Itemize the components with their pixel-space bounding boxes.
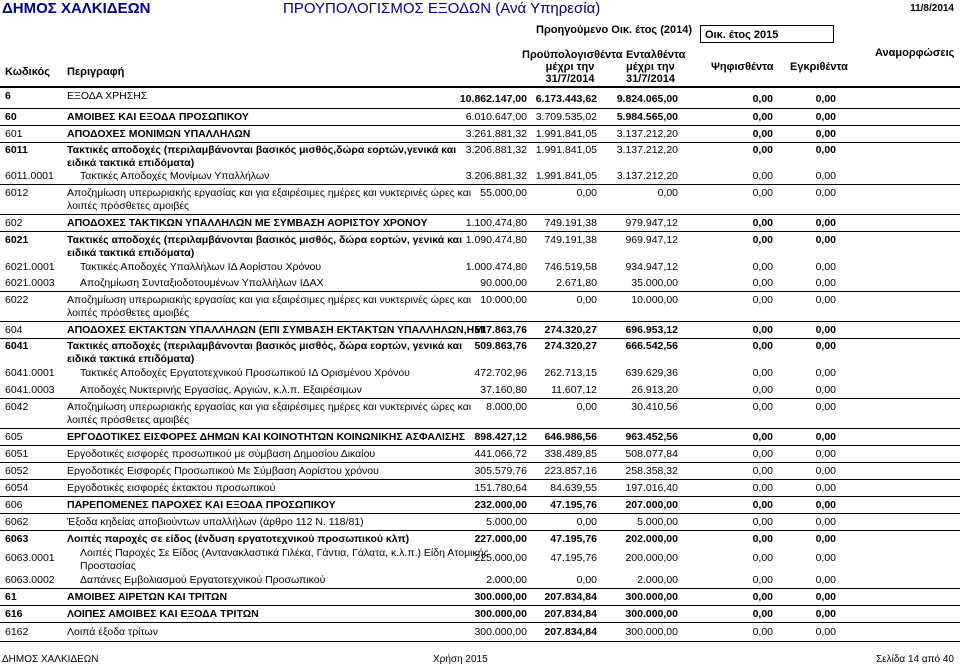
- col-approved: Εγκριθέντα: [790, 61, 848, 73]
- table-row: 6012 Αποζημίωση υπερωριακής εργασίας και για εξαιρέσιμες ημέρες και νυκτερινές ώρες και λοιπές πρόσθετες αμοιβές 55.000,00 0,00 0,00 0,00 0,00: [5, 187, 836, 212]
- table-row: 6051 Εργοδοτικές εισφορές προσωπικού με σύμβαση Δημοσίου Δικαίου 441.066,72 338.489,85 508.077,84 0,00 0,00: [5, 448, 836, 460]
- col-description: Περιγραφή: [67, 66, 125, 78]
- table-row: 6021.0001 Τακτικές Αποδοχές Υπαλλήλων ΙΔ Αορίστου Χρόνου 1.000.474,80 746.519,58 934.947,12 0,00 0,00: [5, 261, 836, 273]
- row-divider: [0, 445, 960, 446]
- row-divider: [0, 214, 960, 215]
- table-row: 6054 Εργοδοτικές εισφορές έκτακτου προσωπικού 151.780,64 84.639,55 197.016,40 0,00 0,00: [5, 482, 836, 494]
- row-divider: [0, 622, 960, 623]
- table-row: 60 ΑΜΟΙΒΕΣ ΚΑΙ ΕΞΟΔΑ ΠΡΟΣΩΠΙΚΟΥ 6.010.647,00 3.709.535,02 5.984.565,00 0,00 0,00: [5, 111, 836, 123]
- row-divider: [0, 291, 960, 292]
- table-row: 605 ΕΡΓΟΔΟΤΙΚΕΣ ΕΙΣΦΟΡΕΣ ΔΗΜΩΝ ΚΑΙ ΚΟΙΝΟΤΗΤΩΝ ΚΟΙΝΩΝΙΚΗΣ ΑΣΦΑΛΙΣΗΣ 898.427,12 646.986,56 963.452,56 0,00 0,00: [5, 431, 836, 443]
- row-divider: [0, 142, 960, 143]
- table-row: 602 ΑΠΟΔΟΧΕΣ ΤΑΚΤΙΚΩΝ ΥΠΑΛΛΗΛΩΝ ΜΕ ΣΥΜΒΑΣΗ ΑΟΡΙΣΤΟΥ ΧΡΟΝΟΥ 1.100.474,80 749.191,38 979.947,12 0,00 0,00: [5, 217, 836, 229]
- table-row: 6062 Έξοδα κηδείας αποβιούντων υπαλλήλων (άρθρο 112 Ν. 118/81) 5.000,00 0,00 5.000,00 0,00 0,00: [5, 516, 836, 528]
- col-code: Κωδικός: [5, 66, 50, 78]
- table-row: 6022 Αποζημίωση υπερωριακής εργασίας και για εξαιρέσιμες ημέρες και νυκτερινές ώρες και λοιπές πρόσθετες αμοιβές 10.000,00 0,00 10.000,00 0,00 0,00: [5, 294, 836, 319]
- row-divider: [0, 479, 960, 480]
- table-row: 6063 Λοιπές παροχές σε είδος (ένδυση εργατοτεχνικού προσωπικού κλπ) 227.000,00 47.195,76 202.000,00 0,00 0,00: [5, 533, 836, 545]
- organization-name: ΔΗΜΟΣ ΧΑΛΚΙΔΕΩΝ: [2, 0, 151, 17]
- table-row: 616 ΛΟΙΠΕΣ ΑΜΟΙΒΕΣ ΚΑΙ ΕΞΟΔΑ ΤΡΙΤΩΝ 300.000,00 207.834,84 300.000,00 0,00 0,00: [5, 608, 836, 620]
- current-year-label: Οικ. έτος 2015: [705, 29, 779, 41]
- table-row: 6052 Εργοδοτικές Εισφορές Προσωπικού Με Σύμβαση Αορίστου χρόνου 305.579,76 223.857,16 258.358,32 0,00 0,00: [5, 465, 836, 477]
- report-title: ΠΡΟΥΠΟΛΟΓΙΣΜΟΣ ΕΞΟΔΩΝ (Ανά Υπηρεσία): [283, 0, 601, 17]
- table-row: 6063.0002 Δαπάνες Εμβολιασμού Εργατοτεχνικού Προσωπικού 2.000,00 0,00 2.000,00 0,00 0,00: [5, 574, 836, 586]
- row-divider: [0, 588, 960, 589]
- col-ordered: Ενταλθέντα μέχρι την 31/7/2014: [626, 49, 686, 85]
- footer-year: Χρήση 2015: [433, 654, 488, 665]
- table-row: 6041.0003 Αποδοχές Νυκτερινής Εργασίας, Αργιών, κ.λ.π. Εξαιρέσιμων 37.160,80 11.607,12 26.913,20 0,00 0,00: [5, 384, 836, 396]
- table-row: 6021 Τακτικές αποδοχές (περιλαμβάνονται βασικός μισθός, δώρα εορτών, γενικά και ειδικά τακτικά επιδόματα) 1.090.474,80 749.191,38 969.947,12 0,00 0,00: [5, 234, 836, 259]
- header-divider: [0, 86, 960, 88]
- table-row: 61 ΑΜΟΙΒΕΣ ΑΙΡΕΤΩΝ ΚΑΙ ΤΡΙΤΩΝ 300.000,00 207.834,84 300.000,00 0,00 0,00: [5, 591, 836, 603]
- row-divider: [0, 641, 960, 642]
- footer-page-number: Σελίδα 14 από 40: [875, 654, 954, 665]
- table-row: 6162 Λοιπά έξοδα τρίτων 300.000,00 207.834,84 300.000,00 0,00 0,00: [5, 626, 836, 638]
- table-row: 6041 Τακτικές αποδοχές (περιλαμβάνονται βασικός μισθός, δώρα εορτών, γενικά και ειδικά τακτικά επιδόματα) 509.863,76 274.320,27 666.542,56 0,00 0,00: [5, 340, 836, 365]
- previous-year-label: Προηγούμενο Οικ. έτος (2014): [536, 24, 692, 36]
- table-row: 601 ΑΠΟΔΟΧΕΣ ΜΟΝΙΜΩΝ ΥΠΑΛΛΗΛΩΝ 3.261.881,32 1.991.841,05 3.137.212,20 0,00 0,00: [5, 128, 836, 140]
- row-divider: [0, 321, 960, 322]
- row-divider: [0, 513, 960, 514]
- col-revisions: Αναμορφώσεις: [875, 47, 955, 59]
- row-divider: [0, 605, 960, 606]
- row-divider: [0, 530, 960, 531]
- row-divider: [0, 496, 960, 497]
- table-row: 6041.0001 Τακτικές Αποδοχές Εργατοτεχνικού Προσωπικού ΙΔ Ορισμένου Χρόνου 472.702,96 262.713,15 639.629,36 0,00 0,00: [5, 367, 836, 379]
- row-divider: [0, 398, 960, 399]
- row-divider: [0, 184, 960, 185]
- row-divider: [0, 231, 960, 232]
- row-divider: [0, 462, 960, 463]
- table-row: 6 ΕΞΟΔΑ ΧΡΗΣΗΣ 10.862.147,00 6.173.443,62 9.824.065,00 0,00 0,00: [5, 90, 836, 105]
- row-divider: [0, 108, 960, 109]
- table-row: 606 ΠΑΡΕΠΟΜΕΝΕΣ ΠΑΡΟΧΕΣ ΚΑΙ ΕΞΟΔΑ ΠΡΟΣΩΠΙΚΟΥ 232.000,00 47.195,76 207.000,00 0,00 0,00: [5, 499, 836, 511]
- table-row: 6042 Αποζημίωση υπερωριακής εργασίας και για εξαιρέσιμες ημέρες και νυκτερινές ώρες και λοιπές πρόσθετες αμοιβές 8.000,00 0,00 30.410,56 0,00 0,00: [5, 401, 836, 426]
- table-row: 6063.0001 Λοιπές Παροχές Σε Είδος (Αντανακλαστικά Γιλέκα, Γάντια, Γάλατα, κ.λ.π.) Είδη Ατομικής Προστασίας 225.000,00 47.195,76 200.000,00 0,00 0,00: [5, 547, 836, 572]
- row-divider: [0, 125, 960, 126]
- footer-organization: ΔΗΜΟΣ ΧΑΛΚΙΔΕΩΝ: [2, 654, 99, 665]
- col-budgeted: Προϋπολογισθέντα μέχρι την 31/7/2014: [522, 49, 623, 85]
- table-row: 604 ΑΠΟΔΟΧΕΣ ΕΚΤΑΚΤΩΝ ΥΠΑΛΛΗΛΩΝ (ΕΠΙ ΣΥΜΒΑΣΗ ΕΚΤΑΚΤΩΝ ΥΠΑΛΛΗΛΩΝ,ΗΜΙ 517.863,76 274.320,27 696.953,12 0,00 0,00: [5, 324, 836, 336]
- report-date: 11/8/2014: [910, 3, 954, 14]
- table-row: 6011.0001 Τακτικές Αποδοχές Μονίμων Υπαλλήλων 3.206.881,32 1.991.841,05 3.137.212,20 0,00 0,00: [5, 170, 836, 182]
- table-row: 6011 Τακτικές αποδοχές (περιλαμβάνονται βασικός μισθός,δώρα εορτών,γενικά και ειδικά τακτικά επιδόματα) 3.206.881,32 1.991.841,05 3.137.212,20 0,00 0,00: [5, 144, 836, 169]
- table-row: 6021.0003 Αποζημίωση Συνταξιοδοτουμένων Υπαλλήλων ΙΔΑΧ 90.000,00 2.671,80 35.000,00 0,00 0,00: [5, 277, 836, 289]
- row-divider: [0, 428, 960, 429]
- row-divider: [0, 338, 960, 339]
- col-voted: Ψηφισθέντα: [711, 61, 774, 73]
